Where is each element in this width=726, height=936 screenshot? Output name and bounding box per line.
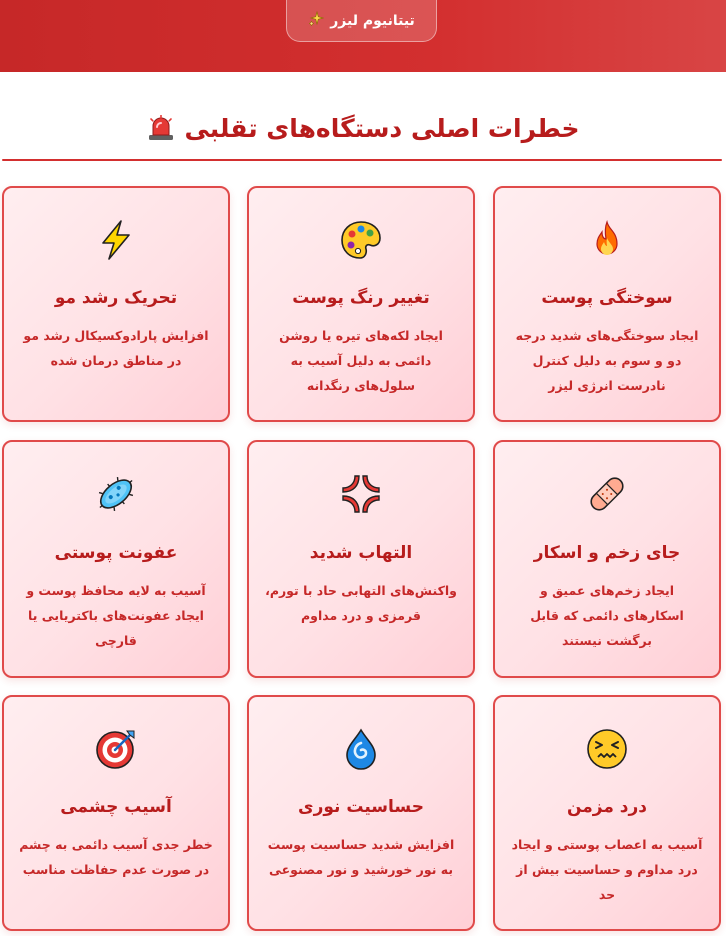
card-description: افزایش شدید حساسیت پوست به نور خورشید و نور مصنوعی (267, 837, 455, 877)
card-title: حساسیت نوری (298, 797, 424, 817)
section-title-text: خطرات اصلی دستگاه‌های تقلبی (184, 113, 580, 143)
risk-card-burn (493, 186, 721, 422)
risk-card-scar (493, 440, 721, 678)
droplet-swirl-icon (249, 725, 473, 773)
card-title: درد مزمن (566, 797, 648, 817)
brand-badge[interactable] (286, 0, 437, 42)
risk-card-hair-growth (2, 186, 230, 422)
brand-label: تیتانیوم لیزر (330, 12, 415, 29)
risk-card-photosensitivity (247, 695, 475, 931)
card-description: افزایش پارادوکسیکال رشد مو در مناطق درمان شده (23, 328, 209, 368)
persevering-face-icon (495, 725, 719, 773)
microbe-icon (4, 470, 228, 518)
card-title: التهاب شدید (309, 543, 413, 563)
card-title: عفونت پوستی (54, 543, 178, 563)
risk-card-discoloration (247, 186, 475, 422)
card-title: آسیب چشمی (60, 797, 172, 817)
section-title (0, 108, 726, 148)
siren-icon (147, 115, 175, 141)
card-title: تحریک رشد مو (54, 288, 178, 308)
card-title: تغییر رنگ پوست (292, 288, 430, 308)
risk-card-inflammation (247, 440, 475, 678)
card-description: ایجاد زخم‌های عمیق و اسکارهای دائمی که قابل برگشت نیستند (530, 583, 684, 648)
card-title: جای زخم و اسکار (533, 543, 681, 563)
palette-icon (249, 216, 473, 264)
card-description: خطر جدی آسیب دائمی به چشم در صورت عدم حفاظت مناسب (19, 837, 213, 877)
card-description: ایجاد لکه‌های تیره یا روشن دائمی به دلیل آسیب به سلول‌های رنگدانه (279, 328, 443, 393)
lightning-icon (4, 216, 228, 264)
anger-icon (249, 470, 473, 518)
risk-card-chronic-pain (493, 695, 721, 931)
card-description: آسیب به لایه محافظ پوست و ایجاد عفونت‌های باکتریایی یا قارچی (26, 583, 206, 648)
card-title: سوختگی پوست (541, 288, 673, 308)
card-description: ایجاد سوختگی‌های شدید درجه دو و سوم به دلیل کنترل نادرست انرژی لیزر (515, 328, 699, 393)
target-icon (4, 725, 228, 773)
bandage-icon (495, 470, 719, 518)
card-description: آسیب به اعصاب پوستی و ایجاد درد مداوم و حساسیت بیش از حد (511, 837, 703, 902)
fire-icon (495, 216, 719, 264)
risk-card-eye-damage (2, 695, 230, 931)
card-description: واکنش‌های التهابی حاد با تورم، قرمزی و درد مداوم (265, 583, 457, 623)
title-divider (2, 159, 722, 161)
risk-card-infection (2, 440, 230, 678)
sparkles-icon (308, 11, 324, 30)
